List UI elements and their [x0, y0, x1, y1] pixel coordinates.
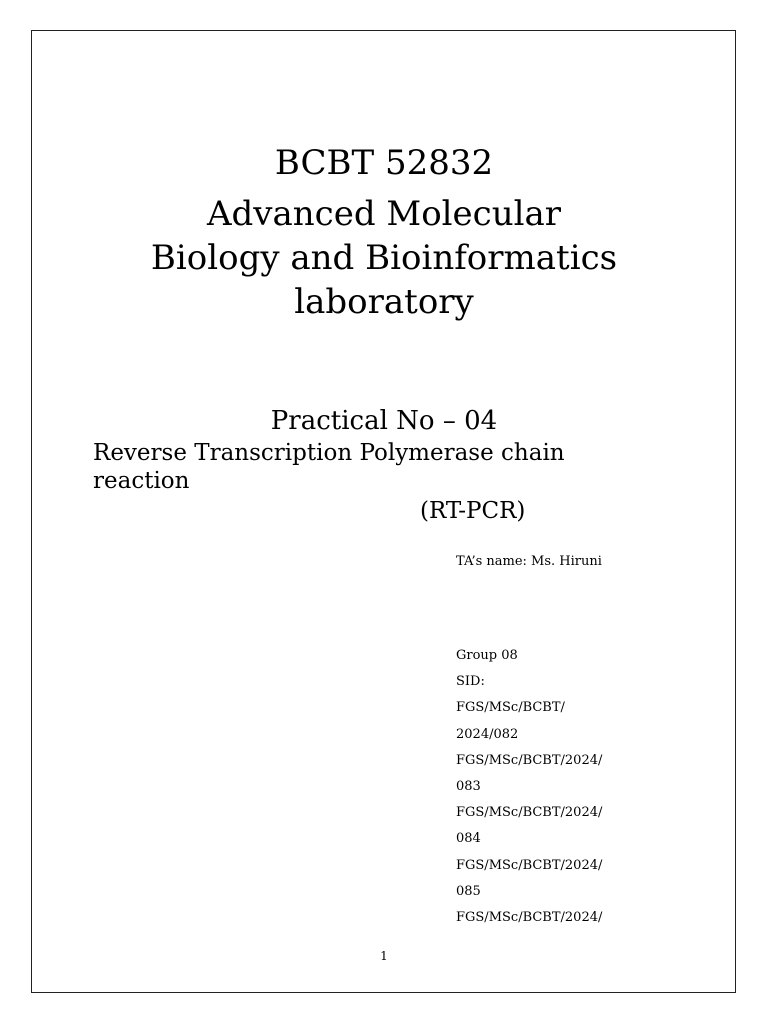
sid-label: SID:: [456, 674, 485, 690]
sid-line: FGS/MSc/BCBT/2024/: [456, 909, 603, 925]
sid-line: FGS/MSc/BCBT/2024/: [456, 857, 603, 873]
sid-line: FGS/MSc/BCBT/2024/: [456, 752, 603, 768]
practical-number: Practical No – 04: [270, 406, 498, 436]
course-code: BCBT 52832: [274, 143, 494, 183]
sid-line: 085: [456, 883, 481, 899]
topic-line-1: Reverse Transcription Polymerase chain: [93, 440, 565, 466]
group-block: [456, 647, 602, 935]
sid-line: 083: [456, 778, 481, 794]
page-number: 1: [380, 949, 388, 963]
topic-line-2: reaction: [93, 468, 190, 494]
sid-line: 2024/082: [456, 726, 519, 742]
sid-line: 084: [456, 831, 481, 847]
sid-line: FGS/MSc/BCBT/: [456, 700, 565, 716]
course-title-line-2: Biology and Bioinformatics: [150, 238, 618, 278]
topic-abbreviation: (RT-PCR): [420, 498, 526, 524]
course-title-line-3: laboratory: [294, 282, 474, 322]
course-title-line-1: Advanced Molecular: [206, 194, 562, 234]
sid-line: FGS/MSc/BCBT/2024/: [456, 805, 603, 821]
group-label: Group 08: [456, 648, 518, 663]
ta-name: TA’s name: Ms. Hiruni: [456, 554, 602, 569]
